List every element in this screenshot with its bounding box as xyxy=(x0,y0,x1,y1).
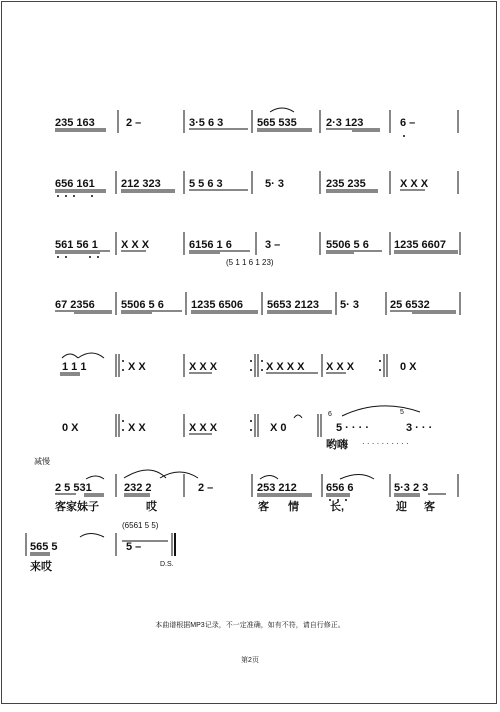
notes-l3-seg-1: 561 56 1 xyxy=(55,239,98,251)
notes-l1-seg-4: 565 535 xyxy=(257,117,297,129)
notes-l6-seg-1: 0 X xyxy=(62,422,79,434)
notes-l2-seg-1: 656 161 xyxy=(55,178,95,190)
notes-l4-seg-5: 5· 3 xyxy=(340,299,359,311)
grace-note-6: 6 xyxy=(328,411,332,418)
notes-l2-seg-5: 235 235 xyxy=(326,178,366,190)
tempo-mark: 减慢 xyxy=(34,457,50,466)
footer-note: 本曲谱根据MP3记录，不一定准确，如有不符，请自行修正。 xyxy=(155,622,345,629)
notes-l4-seg-6: 25 6532 xyxy=(390,299,430,311)
notes-l5-seg-6: 0 X xyxy=(400,361,417,373)
dotted-extension: · · · · · · · · · · xyxy=(362,439,409,448)
grace-notes-l3: (5 1 1 6 1 23) xyxy=(226,258,274,267)
notes-l3-seg-3: 6156 1 6 xyxy=(189,239,232,251)
notes-l1-seg-3: 3·5 6 3 xyxy=(189,117,224,129)
notes-l7-seg-2: 232 2 xyxy=(124,482,152,494)
lyric-7: 客 xyxy=(424,501,435,513)
page-number: 第2页 xyxy=(241,657,259,664)
notes-l5-seg-2: X X xyxy=(128,361,146,373)
notes-l1-seg-2: 2 – xyxy=(126,117,142,129)
lyric-6: 迎 xyxy=(396,501,407,513)
lyric-2: 哎 xyxy=(146,501,157,513)
notes-l6-seg-4: X 0 xyxy=(270,422,287,434)
notes-l7-seg-3: 2 – xyxy=(198,482,214,494)
notes-l1-seg-6: 6 – xyxy=(400,117,416,129)
notes-l7-seg-5: 656 6 xyxy=(326,482,354,494)
notes-l6-seg-5: 5 · · · · xyxy=(336,422,369,434)
notes-l6-seg-3: X X X xyxy=(189,422,218,434)
notes-l4-seg-1: 67 2356 xyxy=(55,299,95,311)
notes-l5-seg-1: 1 1 1 xyxy=(62,361,87,373)
notes-l5-seg-3: X X X xyxy=(189,361,218,373)
notes-l8-seg-1: 565 5 xyxy=(30,541,58,553)
ds-mark: D.S. xyxy=(160,561,174,568)
grace-notes-l8: (6561 5 5) xyxy=(122,521,159,530)
notes-l3-seg-4: 3 – xyxy=(265,239,281,251)
notes-l5-seg-5: X X X xyxy=(326,361,355,373)
lyric-1: 客家妹子 xyxy=(55,501,99,513)
lyric-yohai: 哟嗨 xyxy=(326,439,348,451)
notes-l1-seg-1: 235 163 xyxy=(55,117,95,129)
notes-l2-seg-4: 5· 3 xyxy=(265,178,284,190)
notes-l2-seg-2: 212 323 xyxy=(121,178,161,190)
notes-l3-seg-6: 1235 6607 xyxy=(394,239,446,251)
notes-l8-seg-2: 5 – xyxy=(126,541,142,553)
lyric-5: 长, xyxy=(330,501,345,513)
notes-l3-seg-5: 5506 5 6 xyxy=(326,239,369,251)
grace-note-5: 5 xyxy=(400,409,404,416)
lyric-4: 情 xyxy=(288,501,299,513)
notes-l2-seg-6: X X X xyxy=(400,178,429,190)
lyric-3: 客 xyxy=(258,501,269,513)
notes-l4-seg-3: 1235 6506 xyxy=(191,299,243,311)
notes-l6-seg-2: X X xyxy=(128,422,146,434)
notes-l6-seg-6: 3 · · · xyxy=(406,422,433,434)
notes-l5-seg-4: X X X X xyxy=(266,361,305,373)
notes-l2-seg-3: 5 5 6 3 xyxy=(189,178,223,190)
notes-l7-seg-4: 253 212 xyxy=(257,482,297,494)
notes-l1-seg-5: 2·3 123 xyxy=(326,117,364,129)
notes-l4-seg-4: 5653 2123 xyxy=(267,299,319,311)
notes-l4-seg-2: 5506 5 6 xyxy=(121,299,164,311)
lyric-8: 来哎 xyxy=(30,561,52,573)
notes-l7-seg-6: 5·3 2 3 xyxy=(394,482,429,494)
page-border xyxy=(1,1,497,704)
notes-l7-seg-1: 2 5 531 xyxy=(55,482,92,494)
notes-l3-seg-2: X X X xyxy=(121,239,150,251)
